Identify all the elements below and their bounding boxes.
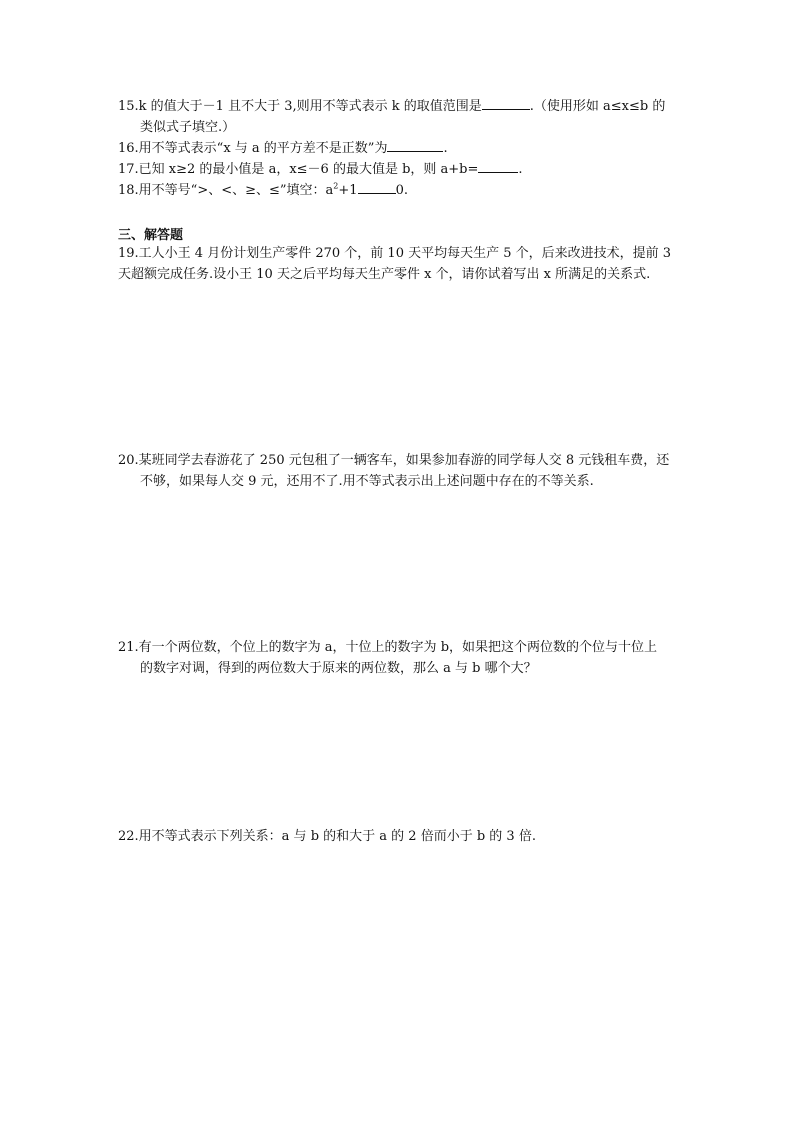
question-17-text-a: 17.已知 x≥2 的最小值是 a，x≤－6 的最大值是 b，则 a+b= [118, 162, 479, 177]
question-18-text-b: +1 [338, 183, 358, 198]
question-15-continuation: 类似式子填空.） [140, 120, 236, 135]
question-18 [118, 180, 708, 201]
answer-blank-15[interactable] [482, 96, 530, 110]
section-title: 三、解答题 [118, 228, 184, 243]
question-15 [118, 96, 708, 138]
question-22-line1: 22.用不等式表示下列关系：a 与 b 的和大于 a 的 2 倍而小于 b 的 3 倍. [118, 829, 536, 844]
question-20 [118, 450, 708, 492]
question-18-text-c: 0. [395, 183, 408, 198]
question-19-line1: 19.工人小王 4 月份计划生产零件 270 个，前 10 天平均每天生产 5 个，后来改进技术，提前 3 [118, 246, 672, 261]
question-22 [118, 826, 708, 847]
question-15-text-b: .（使用形如 a≤x≤b 的 [529, 99, 666, 114]
question-18-exponent: 2 [333, 181, 339, 191]
question-19 [118, 243, 708, 285]
question-18-text-a: 18.用不等号“>、<、≥、≤”填空：a [118, 183, 334, 198]
question-15-text-a: 15.k 的值大于－1 且不大于 3,则用不等式表示 k 的取值范围是 [118, 99, 482, 114]
question-21 [118, 637, 708, 679]
question-16 [118, 138, 708, 159]
question-20-line1: 20.某班同学去春游花了 250 元包租了一辆客车，如果参加春游的同学每人交 8 元钱租车费，还 [118, 453, 670, 468]
answer-blank-17[interactable] [478, 159, 518, 173]
question-16-text-a: 16.用不等式表示“x 与 a 的平方差不是正数”为 [118, 141, 388, 156]
question-17 [118, 159, 708, 180]
question-16-text-b: . [443, 141, 448, 156]
answer-blank-16[interactable] [387, 138, 443, 152]
question-17-text-b: . [518, 162, 523, 177]
question-21-line1: 21.有一个两位数，个位上的数字为 a，十位上的数字为 b，如果把这个两位数的个位与十位上 [118, 640, 658, 655]
question-21-line2: 的数字对调，得到的两位数大于原来的两位数，那么 a 与 b 哪个大？ [140, 661, 537, 676]
question-19-line2: 天超额完成任务.设小王 10 天之后平均每天生产零件 x 个，请你试着写出 x 所满足的关系式. [118, 267, 651, 282]
answer-blank-18[interactable] [358, 180, 396, 194]
question-20-line2: 不够，如果每人交 9 元，还用不了.用不等式表示出上述问题中存在的不等关系. [140, 474, 594, 489]
